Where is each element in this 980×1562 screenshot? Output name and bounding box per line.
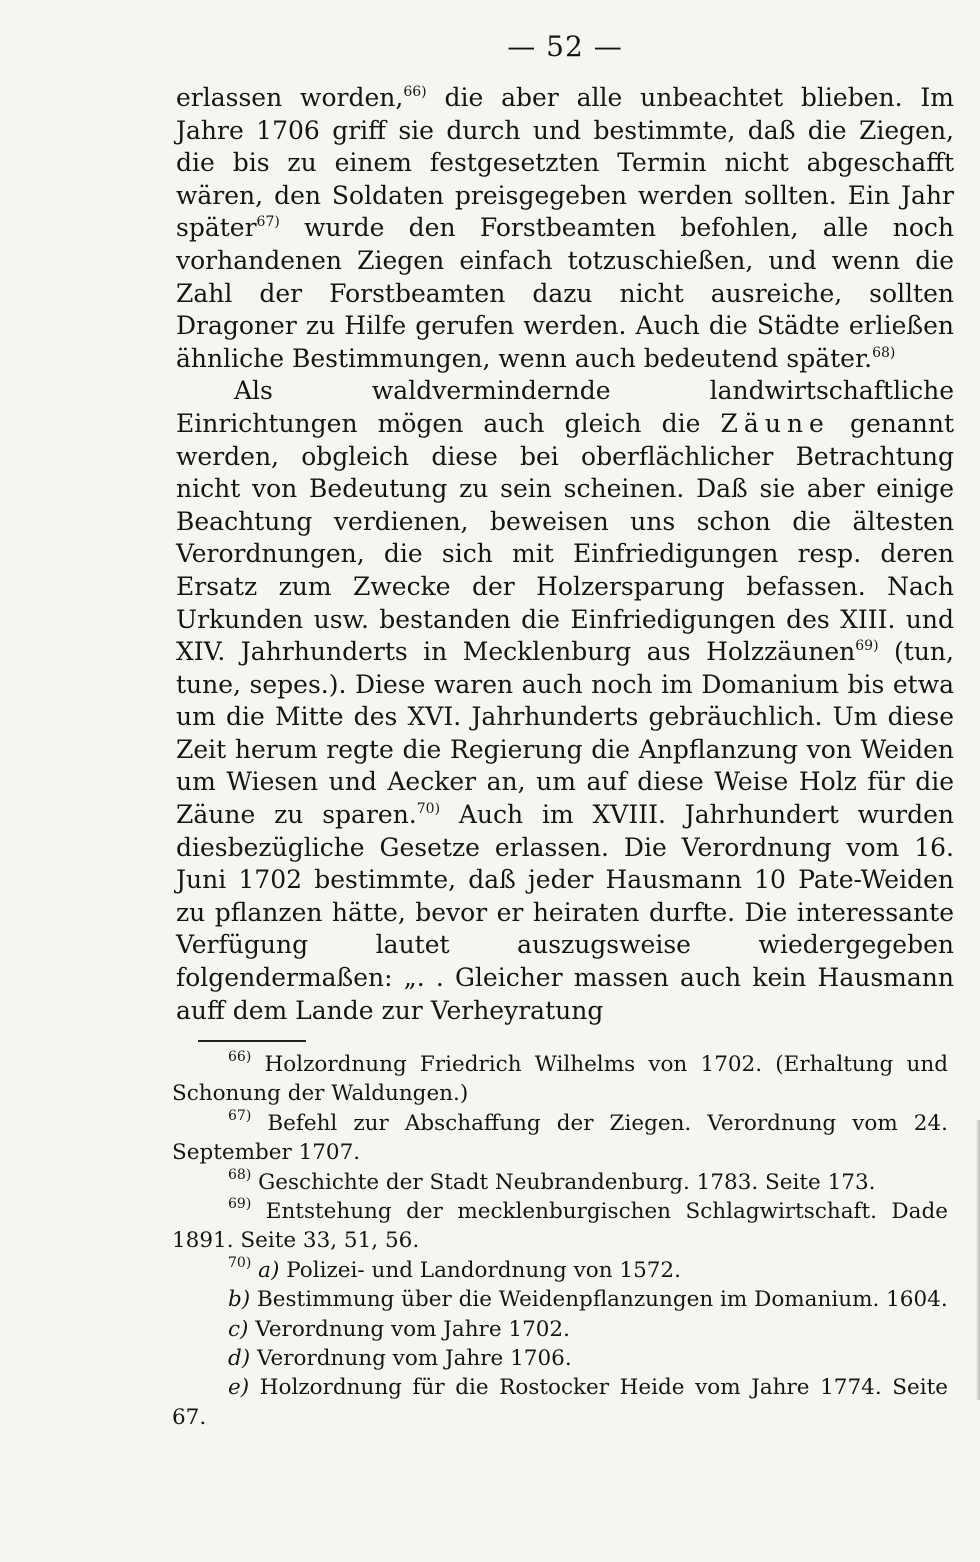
p2-intro: Als waldvermindernde landwirtschaftliche Einrichtungen mögen auch gleich die	[176, 376, 954, 438]
footnote-number: 69)	[228, 1196, 252, 1213]
spaced-emphasis-word: Zäune	[720, 408, 830, 438]
page-edge-shadow	[976, 1120, 980, 1400]
footnote-70e	[172, 1373, 948, 1432]
paragraph-2	[176, 375, 954, 1027]
footnote-text: Befehl zur Abschaffung der Ziegen. Verordnung vom 24. September 1707.	[172, 1110, 948, 1166]
footnote-ref-67: 67)	[256, 214, 280, 231]
footnotes	[172, 1050, 948, 1432]
footnote-text: Holzordnung Friedrich Wilhelms von 1702. (Erhaltung und Schonung der Waldungen.)	[172, 1052, 948, 1107]
main-text	[176, 82, 954, 1027]
footnote-70d	[172, 1344, 948, 1373]
footnote-67	[172, 1109, 948, 1168]
p2-text-c: Auch im XVIII. Jahrhundert wurden diesbezügliche Gesetze erlassen. Die Verordnung vom 16. Juni 1702 bestimmte, daß jeder Hausmann 10 Pate-Weiden zu pflanzen hätte, bevor er heiraten durfte. Die interessante Verfügung lautet auszugsweise wiedergegeben folgendermaßen: „. . Gleicher massen auch kein Hausmann auff dem Lande zur Verheyratung	[176, 800, 954, 1025]
p2-text-a: genannt werden, obgleich diese bei oberflächlicher Betrachtung nicht von Bedeutung zu sein scheinen. Daß sie aber einige Beachtung verdienen, beweisen uns schon die ältesten Verordnungen, die sich mit Einfriedigungen resp. deren Ersatz zum Zwecke der Holzersparung befassen. Nach Urkunden usw. bestanden die Einfriedigungen des XIII. und XIV. Jahrhunderts in Mecklenburg aus Holzzäunen	[176, 408, 954, 667]
footnote-text: Geschichte der Stadt Neubrandenburg. 1783. Seite 173.	[258, 1169, 876, 1195]
footnote-ref-68: 68)	[872, 344, 896, 361]
footnote-text: Bestimmung über die Weidenpflanzungen im Domanium. 1604.	[257, 1287, 948, 1313]
p2-text-b: (tun, tune, sepes.). Diese waren auch noch im Domanium bis etwa um die Mitte des XVI. Jahrhunderts gebräuchlich. Um diese Zeit herum regte die Regierung die Anpflanzung von Weiden um Wiesen und Aecker an, um auf diese Weise Holz für die Zäune zu sparen.	[176, 637, 954, 830]
footnote-separator	[198, 1040, 306, 1042]
footnote-70b	[172, 1285, 948, 1314]
footnote-sub-label: a)	[258, 1257, 280, 1283]
footnote-text: Entstehung der mecklenburgischen Schlagwirtschaft. Dade 1891. Seite 33, 51, 56.	[172, 1199, 948, 1254]
p1-text-a: erlassen worden,	[176, 83, 404, 112]
footnote-sub-label: c)	[228, 1316, 249, 1342]
footnote-ref-66: 66)	[403, 84, 427, 100]
p1-text-c: wurde den Forstbeamten befohlen, alle noch vorhandenen Ziegen einfach totzuschießen, und wenn die Zahl der Forstbeamten dazu nicht ausreiche, sollten Dragoner zu Hilfe gerufen werden. Auch die Städte erließen ähnliche Bestimmungen, wenn auch bedeutend später.	[176, 213, 954, 373]
footnote-number: 70)	[228, 1254, 252, 1271]
footnote-text: Verordnung vom Jahre 1702.	[255, 1316, 570, 1342]
footnote-text: Verordnung vom Jahre 1706.	[257, 1346, 572, 1372]
footnote-sub-label: b)	[228, 1287, 251, 1313]
footnote-ref-69: 69)	[855, 638, 879, 655]
footnote-number: 66)	[228, 1049, 252, 1065]
footnote-text: Polizei- und Landordnung von 1572.	[286, 1257, 681, 1283]
footnote-number: 67)	[228, 1107, 252, 1124]
page-number: — 52 —	[507, 30, 623, 63]
footnote-70c	[172, 1315, 948, 1344]
footnote-66	[172, 1050, 948, 1109]
footnote-69	[172, 1197, 948, 1256]
footnote-68	[172, 1168, 948, 1197]
footnote-text: Holzordnung für die Rostocker Heide vom Jahre 1774. Seite 67.	[172, 1375, 948, 1430]
footnote-number: 68)	[228, 1166, 252, 1183]
footnote-sub-label: e)	[228, 1375, 250, 1401]
footnote-ref-70: 70)	[416, 801, 441, 818]
paragraph-1	[176, 82, 954, 375]
p1-text-b: die aber alle unbeachtet blieben. Im Jahre 1706 griff sie durch und bestimmte, daß die Ziegen, die bis zu einem festgesetzten Termin nicht abgeschafft wären, den Soldaten preisgegeben werden sollten. Ein Jahr später	[176, 83, 954, 243]
footnote-70a	[172, 1256, 948, 1285]
footnote-sub-label: d)	[228, 1346, 251, 1372]
